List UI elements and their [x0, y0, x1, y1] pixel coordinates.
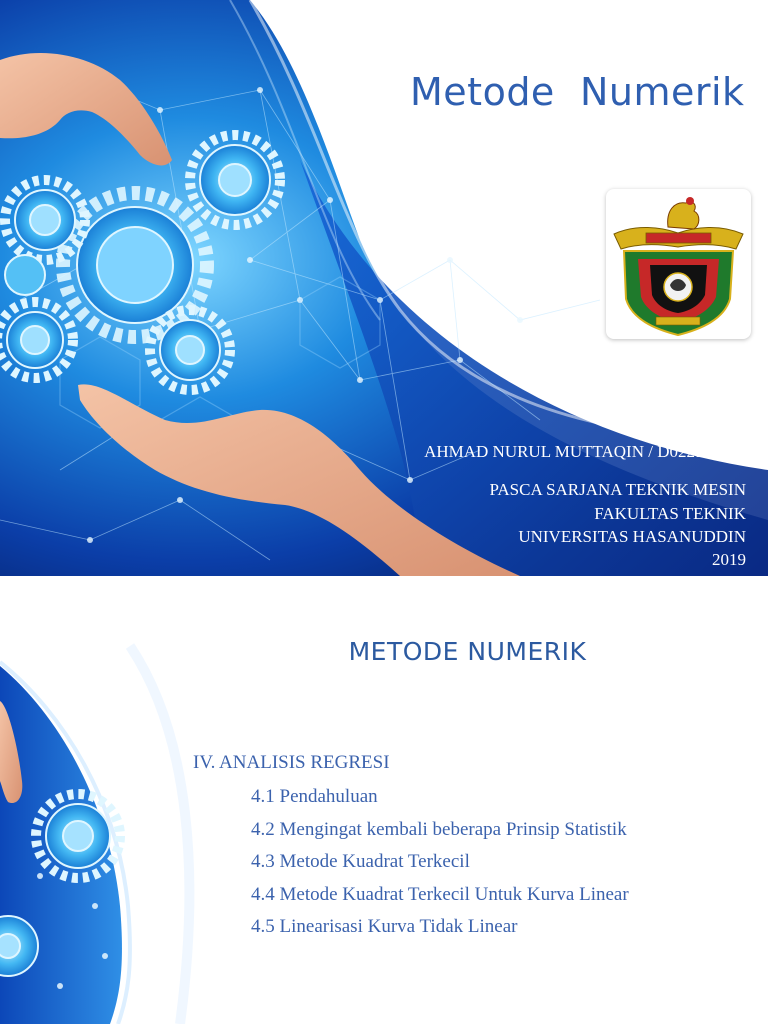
outline-item: 4.4 Metode Kuadrat Terkecil Untuk Kurva Linear [251, 884, 629, 905]
outline-heading: IV. ANALISIS REGRESI [193, 752, 390, 773]
affiliation-line-1: PASCA SARJANA TEKNIK MESIN [489, 480, 746, 499]
slide-title: METODE NUMERIK [348, 637, 587, 666]
outline-slide [0, 576, 768, 1024]
outline-item: 4.3 Metode Kuadrat Terkecil [251, 851, 470, 872]
outline-item: 4.1 Pendahuluan [251, 786, 378, 807]
university-crest-logo [606, 189, 751, 339]
slide-title: Metode Numerik [410, 70, 745, 114]
affiliation-line-2: FAKULTAS TEKNIK [594, 504, 746, 523]
outline-item: 4.2 Mengingat kembali beberapa Prinsip Statistik [251, 819, 627, 840]
outline-item: 4.5 Linearisasi Kurva Tidak Linear [251, 916, 518, 937]
affiliation-line-3: UNIVERSITAS HASANUDDIN [518, 527, 746, 546]
logo-card [606, 189, 751, 339]
author-line: AHMAD NURUL MUTTAQIN / D022191001 [424, 442, 746, 461]
oleh-label: OLEH [709, 408, 746, 423]
affiliation-year: 2019 [712, 550, 746, 569]
